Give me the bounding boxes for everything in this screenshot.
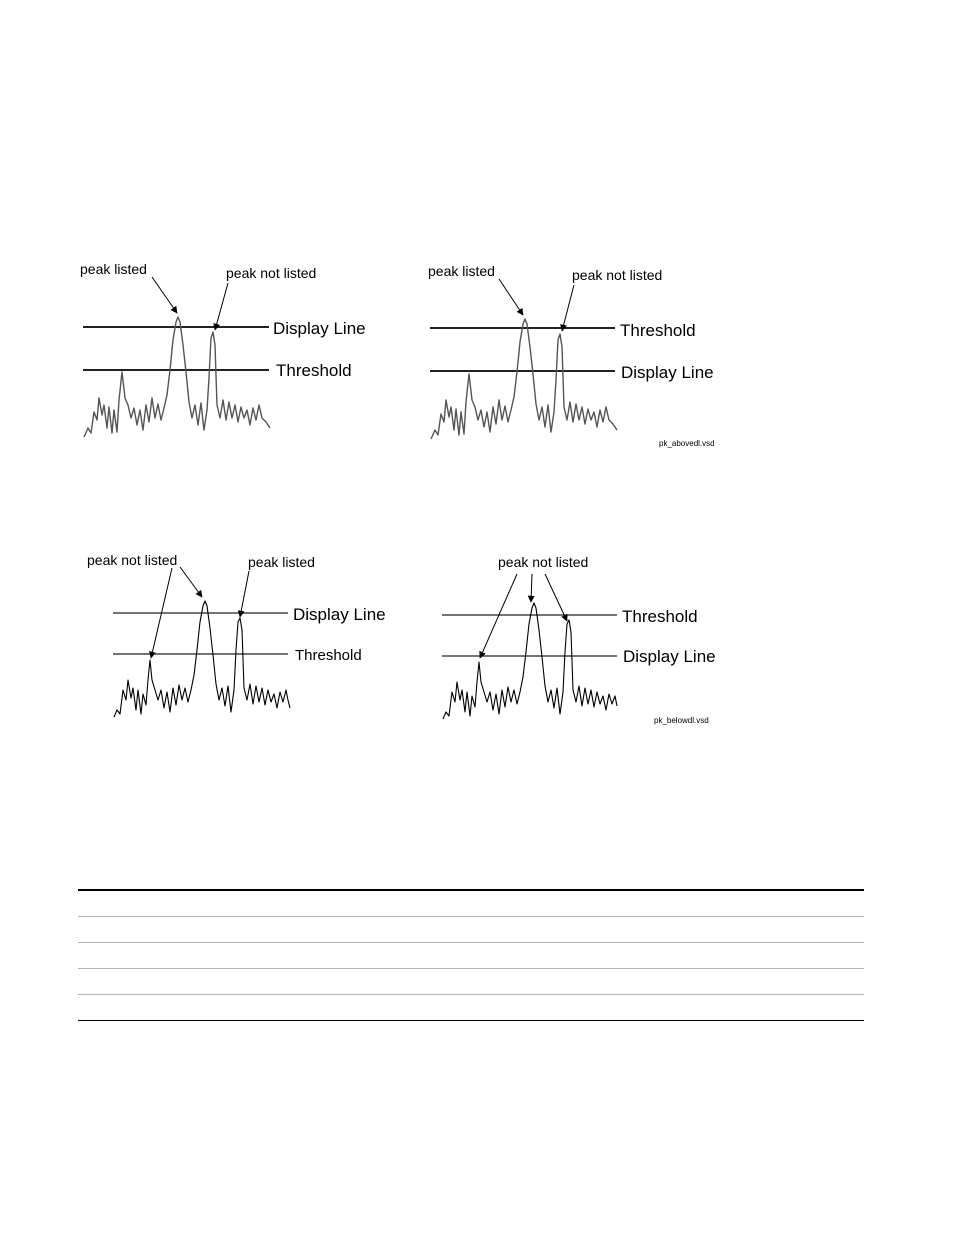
panel-a-label-2: peak not listed	[226, 265, 317, 281]
panel-a-arrow-2	[215, 283, 228, 330]
panel-d-file-label: pk_belowdl.vsd	[654, 716, 709, 725]
panel-a-trace	[84, 317, 270, 437]
panel-d-label-1: peak not listed	[498, 554, 589, 570]
panel-a-label-1: peak listed	[80, 261, 147, 277]
panel-b-arrow-1	[499, 279, 523, 315]
panel-b-label-2: peak not listed	[572, 267, 663, 283]
panel-a-upper-line-label: Display Line	[273, 319, 366, 338]
panel-b-file-label: pk_abovedl.vsd	[659, 439, 715, 448]
panel-c-label-2: peak listed	[248, 554, 315, 570]
panel-d-upper-line-label: Threshold	[622, 607, 698, 626]
panel-d-arrow-2	[531, 574, 532, 602]
panel-d-arrow-3	[545, 574, 567, 621]
empty-table	[78, 889, 864, 1021]
table-row	[78, 995, 864, 1020]
table-row	[78, 917, 864, 943]
panel-c-lower-line-label: Threshold	[295, 647, 362, 664]
panel-c	[87, 552, 386, 717]
panel-c-trace	[114, 601, 290, 717]
table-row	[78, 891, 864, 917]
panel-d	[442, 554, 716, 725]
panel-b	[428, 263, 715, 448]
panel-b-upper-line-label: Threshold	[620, 321, 696, 340]
panel-a-arrow-1	[152, 277, 177, 313]
panel-c-arrow-3	[240, 571, 249, 617]
table-row	[78, 969, 864, 995]
table-row	[78, 943, 864, 969]
panel-c-upper-line-label: Display Line	[293, 605, 386, 624]
panel-d-trace	[443, 603, 617, 719]
panel-a-lower-line-label: Threshold	[276, 361, 352, 380]
panel-d-lower-line-label: Display Line	[623, 647, 716, 666]
panel-d-arrow-1	[480, 574, 517, 658]
panel-b-trace	[431, 319, 617, 439]
panel-b-label-1: peak listed	[428, 263, 495, 279]
panel-c-label-1: peak not listed	[87, 552, 178, 568]
panel-a	[80, 261, 366, 437]
panel-b-arrow-2	[562, 285, 574, 331]
panel-b-lower-line-label: Display Line	[621, 363, 714, 382]
panel-c-arrow-2	[180, 567, 202, 597]
